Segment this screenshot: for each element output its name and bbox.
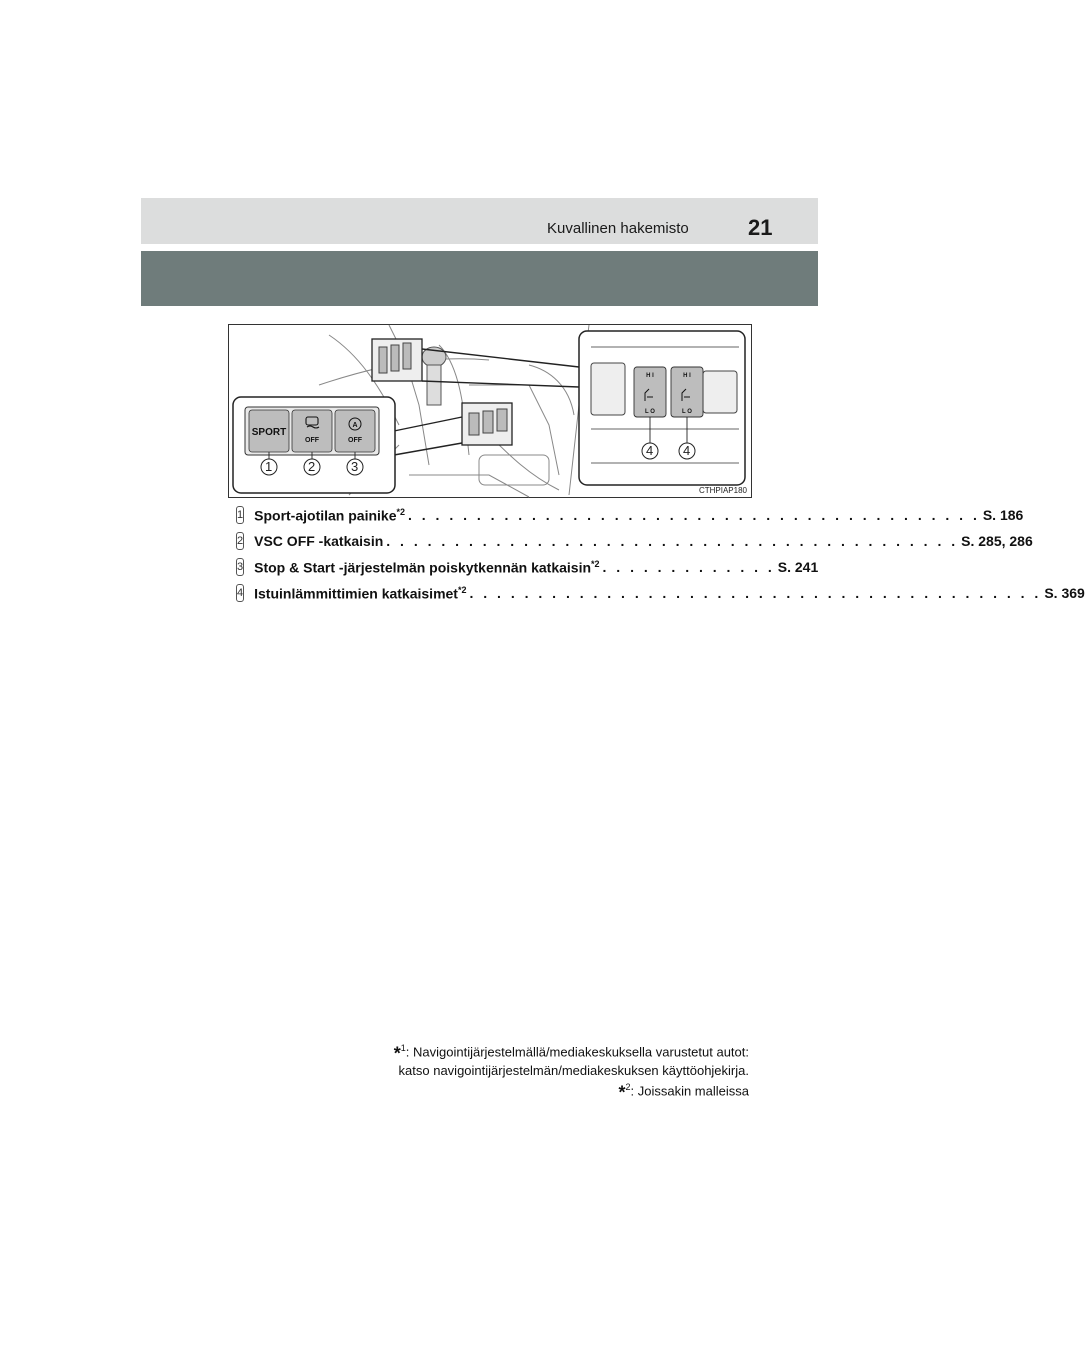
page-reference[interactable]: S. 186 [982, 507, 1024, 523]
page-reference[interactable]: S. 241 [777, 559, 819, 575]
item-label: Istuinlämmittimien katkaisimet$^{*2}$ [254, 584, 467, 602]
header-bar [141, 198, 818, 244]
page-reference[interactable]: S. 369 [1044, 585, 1085, 601]
list-item [236, 502, 1024, 528]
item-footnote-mark: *2 [457, 584, 467, 595]
item-number: 4 [236, 584, 244, 602]
callout-2: 2 [308, 459, 316, 474]
seat-heater-left-lo: L O [645, 409, 655, 415]
item-number: 1 [236, 506, 244, 524]
callout-4-left: 4 [646, 443, 654, 458]
stop-start-off-label: OFF [348, 437, 362, 444]
footnote-2: *$^2$: Joissakin malleissa [618, 1082, 749, 1103]
item-footnote-mark: *2 [396, 506, 405, 517]
item-number: 3 [236, 558, 244, 576]
footnote-1-continued: katso navigointijärjestelmän/mediakeskuksen käyttöohjekirja. [398, 1063, 749, 1079]
list-item [236, 580, 1085, 606]
list-item [236, 528, 1033, 554]
footnotes [394, 1040, 749, 1102]
seat-heater-left-hi: H I [646, 373, 654, 379]
figure-code: CTHPIAP180 [698, 486, 747, 495]
callout-1: 1 [265, 459, 273, 474]
list-item [236, 554, 819, 580]
seat-heater-right-hi: H I [683, 373, 691, 379]
page-number: 21 [748, 215, 773, 240]
leader-dots: . . . . . . . . . . . . . [602, 559, 775, 575]
item-number: 2 [236, 532, 244, 550]
page-reference[interactable]: S. 285, 286 [961, 533, 1033, 549]
item-label: VSC OFF -katkaisin [254, 533, 384, 549]
footnote-1: *$^1$: Navigointijärjestelmällä/mediakeskuksella varustetut autot: [393, 1043, 749, 1064]
index-list [236, 502, 1085, 606]
item-label: Sport-ajotilan painike$^{*2}$ [254, 506, 405, 524]
leader-dots: . . . . . . . . . . . . . . . . . . . . . . . . . . . . . . . . . . . . . . . . . . [386, 533, 959, 549]
sport-button-label: SPORT [251, 427, 287, 438]
section-band [141, 251, 818, 306]
item-footnote-mark: *2 [591, 558, 600, 569]
leader-dots: . . . . . . . . . . . . . . . . . . . . . . . . . . . . . . . . . . . . . . . . . . [408, 507, 980, 523]
callout-4-right: 4 [683, 443, 691, 458]
leader-dots: . . . . . . . . . . . . . . . . . . . . . . . . . . . . . . . . . . . . . . . . . . [469, 585, 1042, 601]
item-label: Stop & Start -järjestelmän poiskytkennän katkaisin$^{*2}$ [254, 558, 600, 576]
callout-3: 3 [351, 459, 359, 474]
vsc-off-label: OFF [305, 437, 319, 444]
header-title: Kuvallinen hakemisto [547, 220, 689, 237]
figure-center-console [228, 324, 752, 498]
seat-heater-right-lo: L O [682, 409, 692, 415]
stop-start-letter: A [352, 422, 358, 429]
